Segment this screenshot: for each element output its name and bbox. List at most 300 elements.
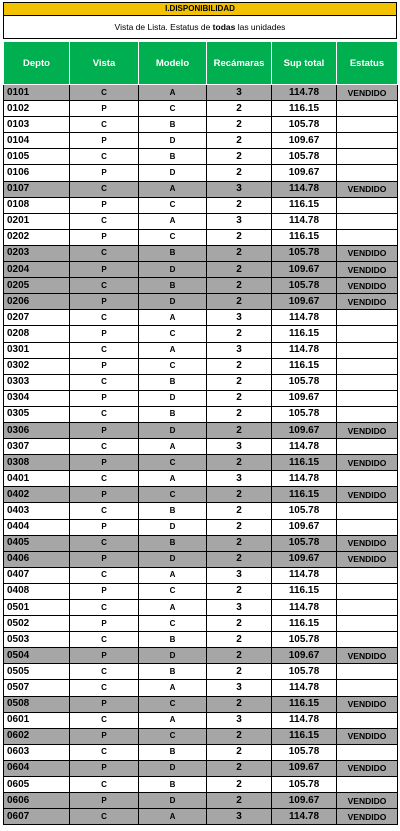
cell-estatus (337, 503, 398, 519)
cell-sup-total: 105.78 (272, 503, 337, 519)
cell-vista: C (70, 744, 139, 760)
cell-estatus: VENDIDO (337, 278, 398, 294)
cell-sup-total: 114.78 (272, 712, 337, 728)
cell-modelo: B (139, 245, 207, 261)
cell-vista: P (70, 551, 139, 567)
table-row (4, 165, 398, 181)
header-modelo: Modelo (139, 42, 207, 85)
table-row (4, 793, 398, 809)
cell-modelo: D (139, 133, 207, 149)
cell-depto: 0607 (4, 809, 70, 825)
cell-vista: C (70, 85, 139, 101)
cell-estatus (337, 229, 398, 245)
cell-sup-total: 109.67 (272, 133, 337, 149)
table-row (4, 664, 398, 680)
cell-estatus (337, 600, 398, 616)
cell-depto: 0402 (4, 487, 70, 503)
table-row (4, 487, 398, 503)
table-row (4, 455, 398, 471)
cell-sup-total: 116.15 (272, 696, 337, 712)
cell-sup-total: 114.78 (272, 181, 337, 197)
cell-depto: 0206 (4, 294, 70, 310)
cell-vista: P (70, 262, 139, 278)
cell-depto: 0102 (4, 101, 70, 117)
cell-vista: C (70, 439, 139, 455)
cell-sup-total: 109.67 (272, 390, 337, 406)
cell-vista: C (70, 181, 139, 197)
cell-recamaras: 2 (207, 616, 272, 632)
table-row (4, 744, 398, 760)
cell-modelo: A (139, 809, 207, 825)
table-row (4, 117, 398, 133)
cell-depto: 0307 (4, 439, 70, 455)
cell-recamaras: 2 (207, 632, 272, 648)
header-recamaras: Recámaras (207, 42, 272, 85)
cell-depto: 0408 (4, 583, 70, 599)
cell-recamaras: 3 (207, 85, 272, 101)
cell-modelo: B (139, 374, 207, 390)
subtitle-text-after: las unidades (235, 22, 286, 32)
cell-vista: P (70, 519, 139, 535)
cell-estatus (337, 583, 398, 599)
cell-vista: P (70, 728, 139, 744)
table-row (4, 471, 398, 487)
cell-vista: P (70, 793, 139, 809)
cell-estatus (337, 664, 398, 680)
cell-depto: 0201 (4, 213, 70, 229)
cell-modelo: B (139, 664, 207, 680)
sheet-subtitle (3, 16, 397, 39)
table-row (4, 632, 398, 648)
cell-modelo: A (139, 310, 207, 326)
cell-recamaras: 3 (207, 680, 272, 696)
cell-estatus (337, 358, 398, 374)
cell-sup-total: 114.78 (272, 85, 337, 101)
cell-depto: 0301 (4, 342, 70, 358)
cell-sup-total: 109.67 (272, 422, 337, 438)
cell-modelo: C (139, 728, 207, 744)
cell-sup-total: 109.67 (272, 648, 337, 664)
cell-depto: 0407 (4, 567, 70, 583)
cell-sup-total: 114.78 (272, 680, 337, 696)
cell-vista: C (70, 535, 139, 551)
cell-recamaras: 2 (207, 503, 272, 519)
cell-recamaras: 2 (207, 535, 272, 551)
cell-sup-total: 114.78 (272, 439, 337, 455)
cell-sup-total: 114.78 (272, 567, 337, 583)
cell-depto: 0504 (4, 648, 70, 664)
cell-vista: C (70, 117, 139, 133)
cell-modelo: A (139, 600, 207, 616)
cell-estatus (337, 616, 398, 632)
table-row (4, 213, 398, 229)
cell-sup-total: 116.15 (272, 728, 337, 744)
cell-modelo: B (139, 503, 207, 519)
cell-recamaras: 3 (207, 439, 272, 455)
cell-depto: 0507 (4, 680, 70, 696)
units-table (3, 41, 398, 825)
cell-recamaras: 3 (207, 471, 272, 487)
cell-depto: 0505 (4, 664, 70, 680)
cell-estatus: VENDIDO (337, 422, 398, 438)
cell-recamaras: 3 (207, 600, 272, 616)
cell-sup-total: 114.78 (272, 600, 337, 616)
cell-sup-total: 105.78 (272, 117, 337, 133)
cell-estatus (337, 197, 398, 213)
cell-vista: C (70, 213, 139, 229)
header-estatus: Estatus (337, 42, 398, 85)
cell-sup-total: 109.67 (272, 760, 337, 776)
cell-depto: 0501 (4, 600, 70, 616)
cell-depto: 0104 (4, 133, 70, 149)
cell-modelo: B (139, 535, 207, 551)
table-row (4, 245, 398, 261)
cell-sup-total: 116.15 (272, 229, 337, 245)
table-row (4, 519, 398, 535)
cell-depto: 0303 (4, 374, 70, 390)
cell-recamaras: 2 (207, 793, 272, 809)
cell-modelo: D (139, 793, 207, 809)
cell-estatus (337, 117, 398, 133)
cell-vista: C (70, 600, 139, 616)
cell-modelo: D (139, 648, 207, 664)
cell-modelo: B (139, 777, 207, 793)
cell-sup-total: 116.15 (272, 197, 337, 213)
cell-vista: P (70, 696, 139, 712)
cell-modelo: D (139, 760, 207, 776)
cell-vista: C (70, 809, 139, 825)
cell-depto: 0401 (4, 471, 70, 487)
cell-recamaras: 2 (207, 101, 272, 117)
sheet-title: I.DISPONIBILIDAD (3, 2, 397, 16)
cell-modelo: A (139, 439, 207, 455)
cell-modelo: D (139, 165, 207, 181)
cell-recamaras: 2 (207, 487, 272, 503)
cell-depto: 0508 (4, 696, 70, 712)
table-row (4, 551, 398, 567)
cell-sup-total: 116.15 (272, 455, 337, 471)
cell-depto: 0603 (4, 744, 70, 760)
cell-vista: P (70, 133, 139, 149)
table-row (4, 809, 398, 825)
cell-recamaras: 3 (207, 567, 272, 583)
table-row (4, 616, 398, 632)
cell-vista: C (70, 406, 139, 422)
cell-depto: 0103 (4, 117, 70, 133)
cell-depto: 0306 (4, 422, 70, 438)
cell-sup-total: 114.78 (272, 213, 337, 229)
table-row (4, 422, 398, 438)
cell-modelo: C (139, 197, 207, 213)
cell-depto: 0502 (4, 616, 70, 632)
cell-sup-total: 116.15 (272, 326, 337, 342)
table-row (4, 406, 398, 422)
cell-recamaras: 2 (207, 777, 272, 793)
cell-sup-total: 105.78 (272, 245, 337, 261)
cell-vista: P (70, 165, 139, 181)
table-header-row (4, 42, 398, 85)
cell-vista: C (70, 712, 139, 728)
cell-vista: P (70, 648, 139, 664)
cell-vista: P (70, 294, 139, 310)
cell-sup-total: 105.78 (272, 374, 337, 390)
cell-depto: 0302 (4, 358, 70, 374)
table-row (4, 358, 398, 374)
cell-sup-total: 105.78 (272, 406, 337, 422)
cell-estatus (337, 680, 398, 696)
cell-modelo: C (139, 696, 207, 712)
cell-vista: C (70, 567, 139, 583)
cell-estatus: VENDIDO (337, 294, 398, 310)
cell-recamaras: 2 (207, 744, 272, 760)
header-vista: Vista (70, 42, 139, 85)
table-row (4, 262, 398, 278)
cell-modelo: A (139, 712, 207, 728)
cell-estatus (337, 744, 398, 760)
cell-estatus: VENDIDO (337, 262, 398, 278)
cell-estatus: VENDIDO (337, 793, 398, 809)
cell-vista: P (70, 229, 139, 245)
units-table-body (4, 85, 398, 825)
cell-sup-total: 116.15 (272, 358, 337, 374)
cell-recamaras: 2 (207, 519, 272, 535)
cell-depto: 0202 (4, 229, 70, 245)
cell-modelo: D (139, 422, 207, 438)
table-row (4, 712, 398, 728)
cell-recamaras: 2 (207, 696, 272, 712)
cell-modelo: C (139, 455, 207, 471)
cell-estatus (337, 326, 398, 342)
cell-vista: C (70, 503, 139, 519)
cell-depto: 0207 (4, 310, 70, 326)
cell-depto: 0604 (4, 760, 70, 776)
cell-estatus: VENDIDO (337, 728, 398, 744)
cell-sup-total: 116.15 (272, 487, 337, 503)
table-row (4, 696, 398, 712)
cell-sup-total: 114.78 (272, 342, 337, 358)
cell-recamaras: 2 (207, 165, 272, 181)
table-row (4, 390, 398, 406)
cell-estatus (337, 149, 398, 165)
table-row (4, 310, 398, 326)
cell-depto: 0404 (4, 519, 70, 535)
cell-vista: C (70, 664, 139, 680)
cell-estatus: VENDIDO (337, 455, 398, 471)
cell-recamaras: 2 (207, 133, 272, 149)
cell-estatus (337, 406, 398, 422)
cell-estatus: VENDIDO (337, 181, 398, 197)
table-row (4, 278, 398, 294)
table-row (4, 728, 398, 744)
cell-vista: C (70, 245, 139, 261)
cell-recamaras: 2 (207, 117, 272, 133)
cell-vista: P (70, 358, 139, 374)
cell-sup-total: 109.67 (272, 793, 337, 809)
table-row (4, 680, 398, 696)
cell-vista: P (70, 760, 139, 776)
table-row (4, 760, 398, 776)
table-row (4, 583, 398, 599)
cell-recamaras: 2 (207, 326, 272, 342)
cell-estatus (337, 165, 398, 181)
cell-sup-total: 109.67 (272, 551, 337, 567)
cell-sup-total: 105.78 (272, 632, 337, 648)
cell-recamaras: 3 (207, 342, 272, 358)
cell-depto: 0606 (4, 793, 70, 809)
cell-estatus (337, 342, 398, 358)
cell-estatus (337, 390, 398, 406)
cell-recamaras: 2 (207, 149, 272, 165)
cell-depto: 0406 (4, 551, 70, 567)
cell-modelo: B (139, 149, 207, 165)
cell-sup-total: 116.15 (272, 583, 337, 599)
cell-estatus: VENDIDO (337, 809, 398, 825)
cell-modelo: A (139, 680, 207, 696)
cell-vista: P (70, 583, 139, 599)
cell-depto: 0203 (4, 245, 70, 261)
cell-estatus: VENDIDO (337, 696, 398, 712)
cell-estatus (337, 374, 398, 390)
cell-sup-total: 105.78 (272, 149, 337, 165)
cell-sup-total: 105.78 (272, 278, 337, 294)
cell-estatus: VENDIDO (337, 487, 398, 503)
cell-depto: 0602 (4, 728, 70, 744)
cell-depto: 0107 (4, 181, 70, 197)
cell-vista: C (70, 680, 139, 696)
cell-depto: 0605 (4, 777, 70, 793)
cell-modelo: C (139, 101, 207, 117)
cell-modelo: C (139, 616, 207, 632)
cell-modelo: C (139, 487, 207, 503)
cell-depto: 0405 (4, 535, 70, 551)
table-row (4, 326, 398, 342)
cell-modelo: C (139, 229, 207, 245)
cell-sup-total: 109.67 (272, 294, 337, 310)
cell-recamaras: 3 (207, 310, 272, 326)
table-row (4, 85, 398, 101)
cell-modelo: B (139, 406, 207, 422)
cell-vista: C (70, 278, 139, 294)
cell-recamaras: 2 (207, 583, 272, 599)
cell-sup-total: 116.15 (272, 616, 337, 632)
cell-vista: P (70, 390, 139, 406)
cell-estatus: VENDIDO (337, 551, 398, 567)
cell-estatus (337, 712, 398, 728)
cell-estatus (337, 439, 398, 455)
cell-modelo: B (139, 744, 207, 760)
cell-recamaras: 2 (207, 390, 272, 406)
cell-recamaras: 2 (207, 406, 272, 422)
cell-estatus (337, 567, 398, 583)
cell-recamaras: 2 (207, 245, 272, 261)
cell-vista: C (70, 310, 139, 326)
cell-estatus: VENDIDO (337, 245, 398, 261)
cell-estatus: VENDIDO (337, 85, 398, 101)
cell-sup-total: 105.78 (272, 535, 337, 551)
cell-recamaras: 3 (207, 712, 272, 728)
cell-vista: P (70, 487, 139, 503)
cell-modelo: B (139, 278, 207, 294)
table-row (4, 133, 398, 149)
cell-vista: C (70, 374, 139, 390)
cell-recamaras: 2 (207, 278, 272, 294)
cell-estatus (337, 471, 398, 487)
table-row (4, 374, 398, 390)
table-row (4, 567, 398, 583)
cell-estatus: VENDIDO (337, 535, 398, 551)
cell-depto: 0208 (4, 326, 70, 342)
cell-recamaras: 3 (207, 809, 272, 825)
cell-modelo: A (139, 567, 207, 583)
cell-vista: C (70, 342, 139, 358)
cell-sup-total: 109.67 (272, 262, 337, 278)
cell-vista: P (70, 455, 139, 471)
cell-vista: P (70, 326, 139, 342)
cell-recamaras: 2 (207, 197, 272, 213)
cell-estatus: VENDIDO (337, 648, 398, 664)
cell-depto: 0403 (4, 503, 70, 519)
cell-modelo: A (139, 85, 207, 101)
cell-estatus (337, 133, 398, 149)
cell-depto: 0304 (4, 390, 70, 406)
cell-sup-total: 105.78 (272, 777, 337, 793)
cell-recamaras: 2 (207, 455, 272, 471)
cell-recamaras: 3 (207, 181, 272, 197)
cell-recamaras: 2 (207, 358, 272, 374)
cell-depto: 0305 (4, 406, 70, 422)
cell-sup-total: 114.78 (272, 471, 337, 487)
cell-estatus: VENDIDO (337, 760, 398, 776)
cell-vista: C (70, 149, 139, 165)
cell-recamaras: 2 (207, 422, 272, 438)
cell-modelo: A (139, 342, 207, 358)
cell-recamaras: 2 (207, 262, 272, 278)
table-row (4, 197, 398, 213)
cell-depto: 0108 (4, 197, 70, 213)
cell-sup-total: 114.78 (272, 310, 337, 326)
cell-modelo: A (139, 471, 207, 487)
subtitle-text-bold: todas (212, 22, 236, 32)
cell-modelo: D (139, 294, 207, 310)
cell-recamaras: 2 (207, 648, 272, 664)
cell-recamaras: 2 (207, 664, 272, 680)
cell-estatus (337, 777, 398, 793)
table-row (4, 503, 398, 519)
table-row (4, 294, 398, 310)
cell-modelo: A (139, 213, 207, 229)
cell-modelo: D (139, 551, 207, 567)
cell-vista: C (70, 471, 139, 487)
cell-depto: 0601 (4, 712, 70, 728)
cell-vista: C (70, 777, 139, 793)
cell-recamaras: 2 (207, 728, 272, 744)
cell-sup-total: 109.67 (272, 519, 337, 535)
cell-depto: 0204 (4, 262, 70, 278)
cell-modelo: D (139, 262, 207, 278)
cell-modelo: C (139, 326, 207, 342)
cell-estatus (337, 632, 398, 648)
cell-vista: P (70, 422, 139, 438)
table-row (4, 101, 398, 117)
cell-sup-total: 105.78 (272, 664, 337, 680)
table-row (4, 535, 398, 551)
cell-recamaras: 2 (207, 374, 272, 390)
cell-recamaras: 2 (207, 229, 272, 245)
cell-modelo: B (139, 117, 207, 133)
cell-recamaras: 2 (207, 551, 272, 567)
table-row (4, 648, 398, 664)
cell-sup-total: 105.78 (272, 744, 337, 760)
